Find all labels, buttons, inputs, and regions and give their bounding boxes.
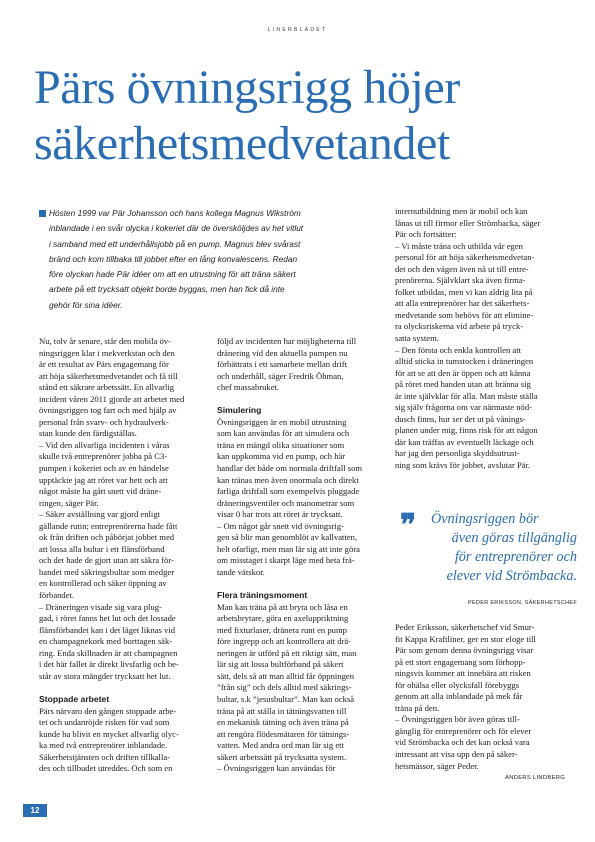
- body-text-line: flänsförbandet kan i det läget liknas vid: [39, 624, 176, 635]
- body-text-line: – Om något går snett vid övningsrig-: [217, 520, 344, 531]
- body-text-line: har jag den personliga skyddsutrust-: [395, 448, 520, 459]
- body-text-line: stånd ett säkrare arbetssätt. En allvarlig: [39, 382, 175, 393]
- body-text-line: fit Kappa Kraftliner, ger en stor eloge till: [395, 633, 536, 644]
- body-column-3: [395, 206, 565, 472]
- body-text-line: dusch finns, hur ser det ut på vånings-: [395, 413, 526, 424]
- body-text-line: lånas ut till firmor eller Strömbacka, säger: [395, 217, 541, 228]
- body-text-line: Man kan träna på att bryta och låsa en: [217, 601, 348, 612]
- body-text-line: [217, 578, 381, 590]
- body-text-line: att lossa alla bultar i ett flänsförband: [39, 543, 165, 554]
- body-text-line: att höja säkerhetsmedvetandet och få till: [39, 370, 178, 381]
- body-text-line: – Säker avställning var gjord enligt: [39, 509, 161, 520]
- body-text-line: planen under mig, finns risk för att någon: [395, 425, 538, 436]
- body-text-line: [217, 394, 381, 406]
- body-text-line: är ett resultat av Pärs engagemang för: [39, 359, 169, 370]
- body-column-3-continued: [395, 622, 565, 772]
- body-text-line: det och den vägen även nå ut till entre-: [395, 263, 529, 274]
- body-text-line: stan kunde den färdigställas.: [39, 428, 137, 439]
- body-text-line: bultar, s.k ”jesusbultar”. Man kan också: [217, 693, 355, 704]
- body-text-line: Säkerhetstjänsten och driften tillkalla-: [39, 751, 171, 762]
- lead-line: gehör för sina idéer.: [49, 299, 123, 310]
- body-text-line: tande vätskor.: [217, 566, 265, 577]
- headline-line: Pärs övningsrigg höjer: [34, 61, 460, 114]
- body-text-line: helt ofarligt, men man lär sig att inte göra: [217, 543, 360, 554]
- body-column-1: [39, 336, 199, 775]
- body-text-line: att rengöra flödesmätaren för tätnings-: [217, 728, 350, 739]
- body-text-line: kan tränas men även onormala och direkt: [217, 474, 359, 485]
- body-column-2: [217, 336, 381, 775]
- body-text-line: personal från svarv- och hydraulverk-: [39, 416, 169, 427]
- body-text-line: en mekanisk tätning och även träna på: [217, 717, 349, 728]
- body-text-line: förbättrats i ett samarbete mellan drift: [217, 359, 348, 370]
- quote-mark-icon: ❞: [400, 509, 417, 542]
- pull-quote: [395, 510, 577, 586]
- body-text-line: något måste ha gått snett vid dräne-: [39, 486, 162, 497]
- pull-quote-line: Övningsriggen bör: [431, 511, 539, 527]
- body-text-line: – Vi måste träna och utbilda vår egen: [395, 240, 523, 251]
- body-text-line: medvetande som behövs för att elimine-: [395, 309, 534, 320]
- pull-quote-line: för entreprenörer och: [454, 549, 577, 566]
- body-text-line: handlar det både om normala driftfall som: [217, 463, 363, 474]
- body-text-line: neringen är utförd på ett riktigt sätt, man: [217, 647, 357, 658]
- body-text-line: som kan användas för att simulera och: [217, 428, 350, 439]
- body-text-line: prenörerna. Självklart ska även firma-: [395, 275, 526, 286]
- body-text-line: chef massabruket.: [217, 382, 280, 393]
- lead-line: Hösten 1999 var Pär Johansson och hans kollega Magnus Wikström: [49, 208, 301, 218]
- headline-line: säkerhetsmedvetandet: [34, 117, 450, 170]
- body-text-line: gad, i röret fanns het lut och det lossade: [39, 613, 176, 624]
- body-text-line: folket utbildas, men vi kan aldrig lita på: [395, 286, 533, 297]
- body-text-line: dränering vid den aktuella pumpen nu: [217, 347, 348, 358]
- lead-marker: [39, 210, 46, 217]
- body-text-line: ring. Enda skillnaden är att champagnen: [39, 647, 178, 658]
- body-text-line: alltid sticka in tumstocken i dräneringen: [395, 356, 534, 367]
- body-text-line: des och tillbudet utreddes. Och som en: [39, 763, 173, 774]
- body-text-line: intressant att visa upp den på säker-: [395, 749, 518, 760]
- body-text-line: övningsriggen tog fart och med hjälp av: [39, 405, 177, 416]
- body-text-line: med fixturlaser, dränera runt en pump: [217, 624, 347, 635]
- body-text-line: gällande rutin; entreprenörerna hade fått: [39, 520, 178, 531]
- author-byline: ANDERS LINDBERG: [505, 775, 565, 781]
- pull-quote-line: elever vid Strömbacka.: [446, 568, 577, 585]
- body-text-line: farliga driftfall som exempelvis pluggade: [217, 486, 360, 497]
- body-text-line: Nu, tolv år senare, står den mobila öv-: [39, 336, 171, 346]
- body-text-line: där kan träffas av eventuellt läckage och: [395, 436, 534, 447]
- lead-paragraph: [49, 206, 379, 313]
- running-head: LINERBLADET: [267, 27, 328, 33]
- body-text-line: ningsvis kommer att innebära att risken: [395, 668, 531, 679]
- body-text-line: Övningsriggen är en mobil utrustning: [217, 416, 347, 427]
- body-text-line: – Vid den allvarliga incidenten i våras: [39, 439, 170, 450]
- body-text-line: före ingrepp och att kontrollera att drä-: [217, 636, 352, 647]
- body-text-line: och underhåll, säger Fredrik Öhman,: [217, 370, 344, 381]
- section-heading: Stoppade arbetet: [39, 693, 110, 704]
- body-text-line: arbetsbrytare, göra en axeluppriktning: [217, 613, 349, 624]
- body-text-line: – Övningsriggen bör även göras till-: [395, 714, 520, 725]
- body-text-line: satta system.: [395, 333, 439, 344]
- body-text-line: – Den första och enkla kontrollen att: [395, 344, 522, 355]
- body-text-line: bandet med säkringsbultar som medger: [39, 566, 175, 577]
- body-text-line: Pär som genom denna övningsrigg visar: [395, 645, 534, 656]
- body-text-line: ok från driften och påbörjat jobbet med: [39, 532, 175, 543]
- body-text-line: för att se att den är öppen och att känna: [395, 367, 531, 378]
- body-text-line: internutbildning men är mobil och kan: [395, 206, 528, 216]
- body-text-line: tet och undanröjde risken för vad som: [39, 717, 170, 728]
- body-text-line: ra olycksriskerna vid arbete på tryck-: [395, 321, 524, 332]
- body-text-line: på röret med handen utan att bränna sig: [395, 379, 531, 390]
- body-text-line: [39, 682, 199, 694]
- body-text-line: kan uppkomma vid en pump, och här: [217, 451, 346, 462]
- body-text-line: att alla entreprenörer har det säkerhets-: [395, 298, 530, 309]
- headline: [34, 60, 574, 172]
- body-text-line: träna på att ställa in tätningsvatten till: [217, 705, 347, 716]
- body-text-line: sätt, dels så att man alltid får öppningen: [217, 670, 354, 681]
- lead-line: före olyckan hade Pär idéer om att en utrustning för att träna säkert: [49, 269, 296, 280]
- section-heading: Simulering: [217, 405, 262, 416]
- body-text-line: är inte självklar för alla. Man måste ställa: [395, 390, 538, 401]
- body-text-line: säkert arbetssätt på trycksatta system.: [217, 751, 347, 762]
- body-text-line: skulle två entreprenörer jobba på C3-: [39, 451, 168, 462]
- body-text-line: ”från sig” och dels alltid med säkrings-: [217, 682, 352, 693]
- body-text-line: ningsriggen klar i mekverkstan och den: [39, 347, 175, 358]
- body-text-line: dräneringsventiler och manometrar som: [217, 497, 355, 508]
- body-text-line: Peder Eriksson, säkerhetschef vid Smur-: [395, 622, 535, 632]
- body-text-line: en champagnekork med borttagen säk-: [39, 636, 173, 647]
- body-text-line: vid Strömbacka och det kan också vara: [395, 737, 530, 748]
- pull-quote-line: även göras tillgänglig: [451, 530, 577, 547]
- body-text-line: incident våren 2011 gjorde att arbetet med: [39, 393, 185, 404]
- body-text-line: – Dräneringen visade sig vara plug-: [39, 601, 162, 612]
- body-text-line: för ohälsa eller olycksfall förebyggs: [395, 679, 520, 690]
- section-heading: Flera träningsmoment: [217, 590, 308, 601]
- body-text-line: förbandet.: [39, 590, 75, 601]
- body-text-line: genom att alla inblandade på mek får: [395, 691, 523, 702]
- body-text-line: ka med två entreprenörer inblandade.: [39, 740, 168, 751]
- body-text-line: lär sig att lossa bultförband på säkert: [217, 659, 344, 670]
- body-text-line: följd av incidenten har möjligheterna till: [217, 336, 357, 346]
- body-text-line: hetsmässor, säger Peder.: [395, 760, 479, 771]
- body-text-line: står av stora mängder trycksatt het lut.: [39, 670, 171, 681]
- lead-line: i samband med ett underhållsjobb på en pump. Magnus blev svårast: [49, 238, 301, 249]
- body-text-line: visar 0 bar trots att röret är trycksatt.: [217, 509, 343, 520]
- page-number: 12: [23, 804, 47, 817]
- body-text-line: gen så blir man genomblöt av kallvatten,: [217, 532, 358, 543]
- body-text-line: i det här fallet är direkt livsfarlig och be-: [39, 659, 179, 670]
- lead-line: arbete på ett trycksatt objekt borde byggas, men han fick då inte: [49, 284, 285, 295]
- body-text-line: ning som krävs för jobbet, avslutar Pär.: [395, 460, 531, 471]
- body-text-line: träna på den.: [395, 702, 440, 713]
- lead-line: inblandade i en svår olycka i kokeriet där de översköljdes av het vitlut: [49, 223, 304, 234]
- body-text-line: gänglig för entreprenörer och för elever: [395, 725, 532, 736]
- body-text-line: Pärs närvaro den gången stoppade arbe-: [39, 705, 177, 716]
- body-text-line: Pär och fortsätter:: [395, 229, 457, 240]
- body-text-line: om misstaget i skarpt läge med heta frä-: [217, 555, 355, 566]
- body-text-line: en kontrollerad och säker öppning av: [39, 578, 167, 589]
- body-text-line: – Övningsriggen kan användas för: [217, 763, 336, 774]
- body-text-line: pumpen i kokeriet och av en händelse: [39, 463, 169, 474]
- body-text-line: träna en mängd olika situationer som: [217, 439, 345, 450]
- body-text-line: sig själv frågorna om var närmaste nöd-: [395, 402, 532, 413]
- body-text-line: ringen, säger Pär.: [39, 497, 99, 508]
- body-text-line: på ett stort engagemang som förhopp-: [395, 656, 526, 667]
- body-text-line: och det hade de gjort utan att säkra för-: [39, 555, 174, 566]
- body-text-line: personal för att höja säkerhetsmedvetan-: [395, 252, 535, 263]
- lead-line: bränd och kom tillbaka till jobbet efter en lång konvalescens. Redan: [49, 253, 298, 264]
- body-text-line: kunde ha blivit en mycket allvarlig olyc-: [39, 728, 179, 739]
- body-text-line: upptäckte jag att röret var hett och att: [39, 474, 168, 485]
- body-text-line: vatten. Med andra ord man lär sig ett: [217, 740, 344, 751]
- pull-quote-credit: PEDER ERIKSSON, SÄKERHETSCHEF: [468, 600, 577, 606]
